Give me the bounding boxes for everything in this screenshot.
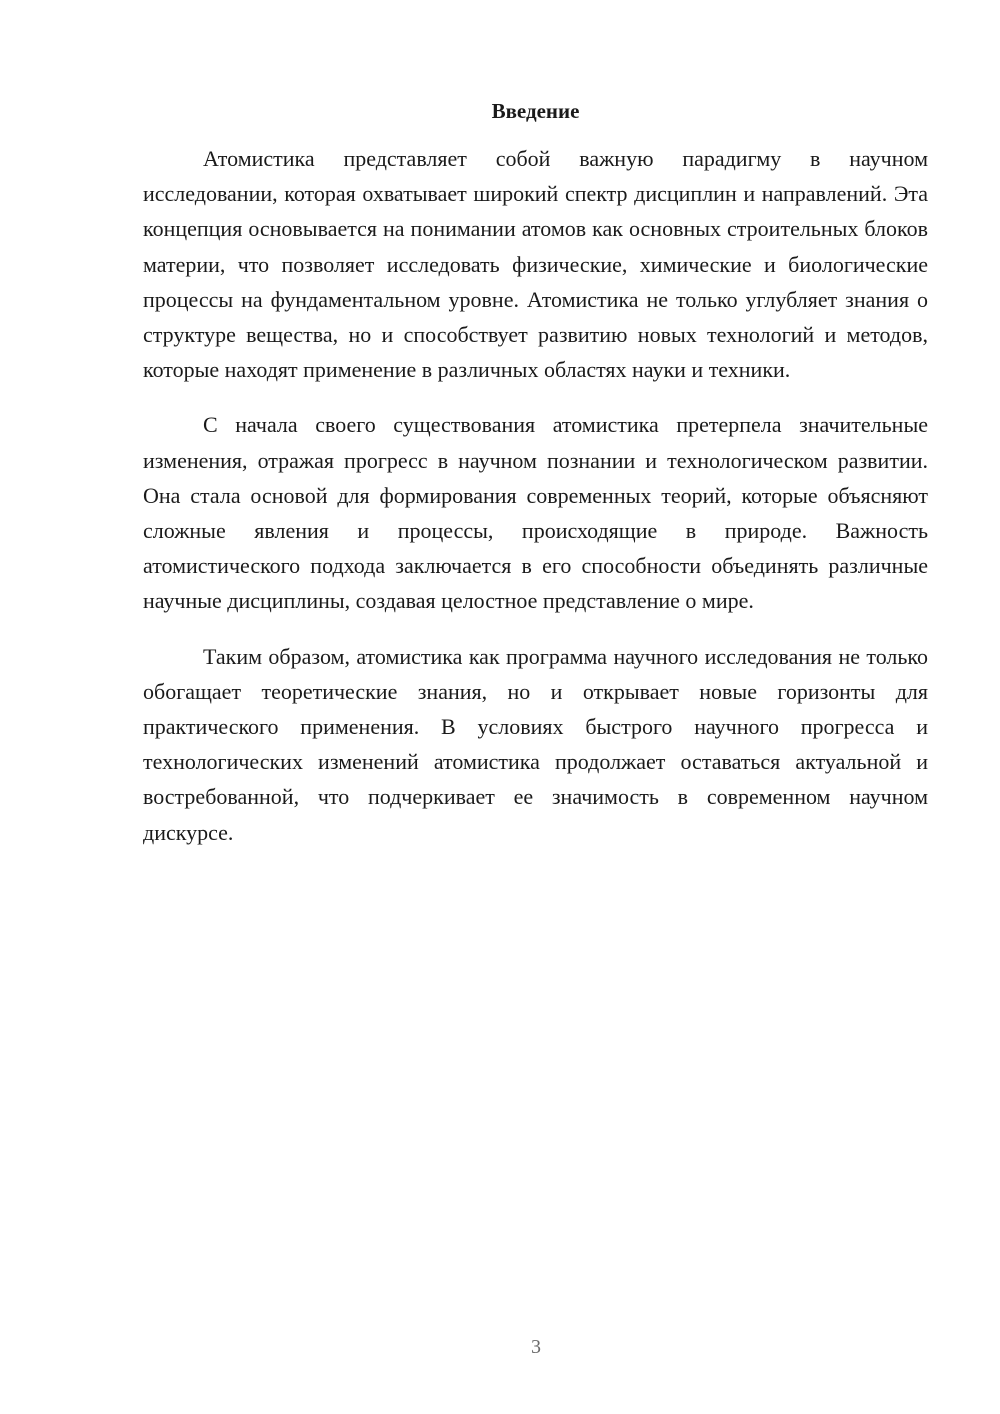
paragraph-1: Атомистика представляет собой важную парадигму в научном исследовании, которая охватывает широкий спектр дисциплин и направлений. Эта концепция основывается на понимании атомов как основных строительных блоков материи, что позволяет исследовать физические, химические и биологические процессы на фундаментальном уровне. Атомистика не только углубляет знания о структуре вещества, но и способствует развитию новых технологий и методов, которые находят применение в различных областях науки и техники. [143, 146, 928, 383]
page-number: 3 [531, 1336, 541, 1358]
section-heading: Введение [491, 99, 580, 123]
paragraph-2: С начала своего существования атомистика претерпела значительные изменения, отражая прогресс в научном познании и технологическом развитии. Она стала основой для формирования современных теорий, которые объясняют сложные явления и процессы, происходящие в природе. Важность атомистического подхода заключается в его способности объединять различные научные дисциплины, создавая целостное представление о мире. [143, 412, 928, 614]
paragraph-3: Таким образом, атомистика как программа научного исследования не только обогащает теоретические знания, но и открывает новые горизонты для практического применения. В условиях быстрого научного прогресса и технологических изменений атомистика продолжает оставаться актуальной и востребованной, что подчеркивает ее значимость в современном научном дискурсе. [143, 643, 928, 845]
page-content [143, 96, 928, 870]
